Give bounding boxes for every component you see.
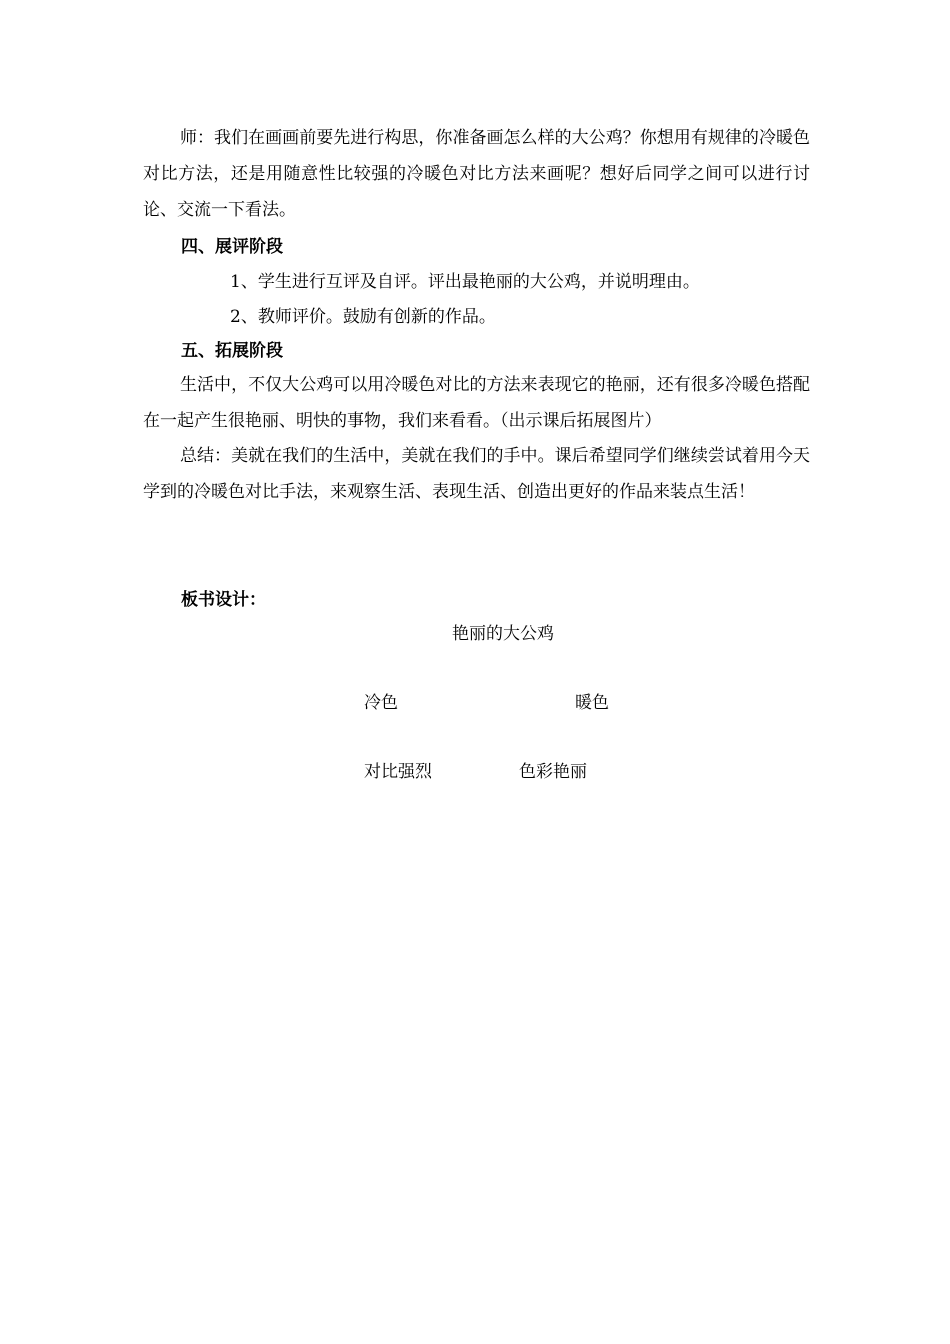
review-item-1: 1、学生进行互评及自评。评出最艳丽的大公鸡，并说明理由。 [230, 272, 700, 292]
board-color-note: 色彩艳丽 [519, 762, 587, 782]
review-item-2: 2、教师评价。鼓励有创新的作品。 [230, 307, 496, 327]
board-warm-label: 暖色 [575, 693, 609, 713]
board-title: 艳丽的大公鸡 [452, 624, 554, 644]
extension-paragraph: 生活中，不仅大公鸡可以用冷暖色对比的方法来表现它的艳丽，还有很多冷暖色搭配在一起产生很艳丽、明快的事物，我们来看看。（出示课后拓展图片） [143, 375, 810, 431]
section-heading-review: 四、展评阶段 [181, 237, 283, 257]
teacher-paragraph: 师：我们在画画前要先进行构思，你准备画怎么样的大公鸡？你想用有规律的冷暖色对比方法，还是用随意性比较强的冷暖色对比方法来画呢？想好后同学之间可以进行讨论、交流一下看法。 [143, 128, 810, 220]
board-cold-label: 冷色 [364, 693, 398, 713]
summary-paragraph: 总结：美就在我们的生活中，美就在我们的手中。课后希望同学们继续尝试着用今天学到的冷暖色对比手法，来观察生活、表现生活、创造出更好的作品来装点生活！ [143, 446, 810, 502]
board-contrast-note: 对比强烈 [364, 762, 432, 782]
section-heading-extension: 五、拓展阶段 [181, 341, 283, 361]
board-design-heading: 板书设计： [181, 590, 266, 610]
